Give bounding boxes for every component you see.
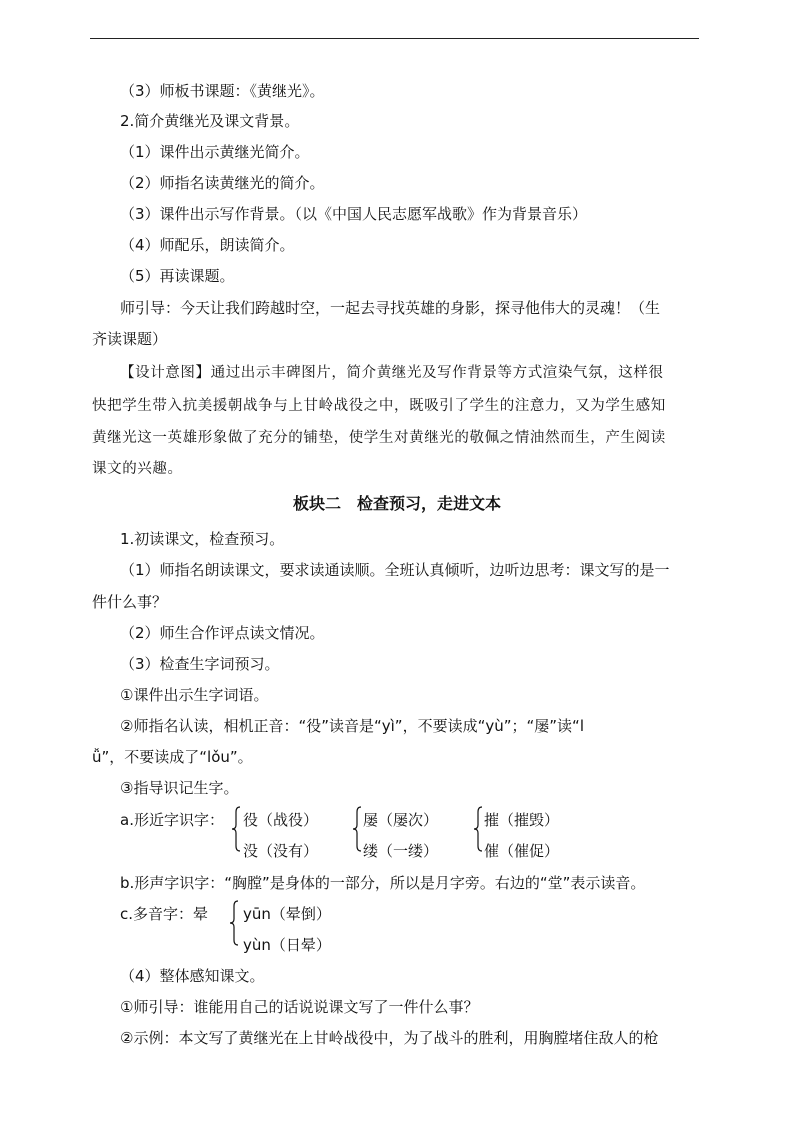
text-line: ②师指名认读，相机正音：“役”读音是“yì”，不要读成“yù”；“屡”读“l [120, 717, 584, 735]
design-intent-paragraph: 课文的兴趣。 [92, 461, 183, 477]
shape-chars-item: 催（催促） [484, 842, 560, 860]
section-heading: 板块二 检查预习，走进文本 [292, 494, 501, 513]
text-line: （1）师指名朗读课文，要求读通读顺。全班认真倾听，边听边思考：课文写的是一 [120, 561, 670, 579]
design-intent-paragraph: 黄继光这一英雄形象做了充分的铺垫，使学生对黄继光的敬佩之情油然而生，产生阅读 [92, 430, 666, 446]
left-brace-icon [352, 806, 362, 852]
text-line: 齐读课题） [92, 330, 168, 348]
text-line: （4）整体感知课文。 [120, 967, 265, 985]
text-line: ǚ”，不要读成了“lǒu”。 [92, 748, 253, 766]
polyphone-item: yùn（日晕） [243, 936, 331, 954]
header-rule [90, 38, 699, 39]
left-brace-icon [473, 806, 483, 852]
text-line: 2.简介黄继光及课文背景。 [120, 112, 300, 130]
left-brace-icon [231, 806, 241, 852]
shape-chars-item: 屡（屡次） [363, 811, 439, 829]
text-line: ①课件出示生字词语。 [120, 686, 269, 704]
text-line: （3）课件出示写作背景。（以《中国人民志愿军战歌》作为背景音乐） [120, 205, 588, 223]
text-line: （2）师指名读黄继光的简介。 [120, 174, 325, 192]
text-line: （5）再读课题。 [120, 267, 235, 285]
text-line: （3）师板书课题：《黄继光》。 [120, 82, 325, 100]
design-intent-paragraph: 快把学生带入抗美援朝战争与上甘岭战役之中，既吸引了学生的注意力，又为学生感知 [92, 398, 666, 414]
left-brace-icon [229, 900, 239, 946]
shape-chars-item: 役（战役） [243, 811, 319, 829]
shape-chars-item: 没（没有） [243, 842, 319, 860]
text-line: 件什么事？ [92, 593, 168, 611]
text-line: ②示例：本文写了黄继光在上甘岭战役中，为了战斗的胜利，用胸膛堵住敌人的枪 [120, 1029, 659, 1047]
text-line: b.形声字识字：“胸膛”是身体的一部分，所以是月字旁。右边的“堂”表示读音。 [120, 874, 646, 892]
text-line: ③指导识记生字。 [120, 779, 239, 797]
text-line: （1）课件出示黄继光简介。 [120, 143, 310, 161]
text-line: 1.初读课文，检查预习。 [120, 530, 285, 548]
text-line: （2）师生合作评点读文情况。 [120, 624, 325, 642]
shape-chars-label: a.形近字识字： [120, 811, 224, 829]
shape-chars-item: 摧（摧毁） [484, 811, 560, 829]
design-intent-paragraph: 【设计意图】通过出示丰碑图片，简介黄继光及写作背景等方式渲染气氛，这样很 [120, 365, 664, 381]
text-line: 师引导：今天让我们跨越时空，一起去寻找英雄的身影，探寻他伟大的灵魂！（生 [120, 299, 661, 317]
shape-chars-item: 缕（一缕） [363, 842, 439, 860]
polyphone-label: c.多音字：晕 [120, 905, 209, 923]
text-line: （4）师配乐，朗读简介。 [120, 236, 295, 254]
text-line: （3）检查生字词预习。 [120, 655, 280, 673]
text-line: ①师引导：谁能用自己的话说说课文写了一件什么事？ [120, 998, 479, 1016]
polyphone-item: yūn（晕倒） [243, 905, 331, 923]
